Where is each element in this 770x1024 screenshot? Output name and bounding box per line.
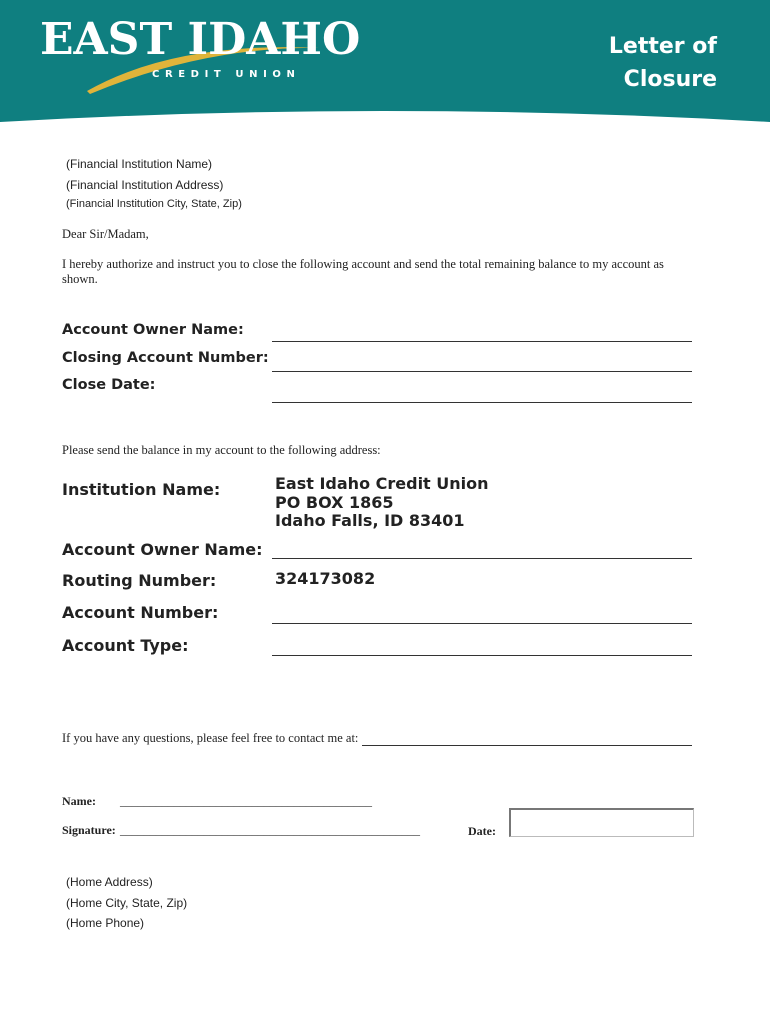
document-title (609, 30, 717, 96)
send-instruction: Please send the balance in my account to the following address: (62, 443, 381, 457)
home-address: (Home Address) (66, 875, 153, 889)
destination-owner-name-field[interactable] (272, 558, 692, 559)
routing-number-label: Routing Number: (62, 571, 217, 590)
recipient-city-state-zip: (Financial Institution City, State, Zip) (66, 198, 242, 210)
account-owner-name-label: Account Owner Name: (62, 322, 244, 338)
institution-name-value (275, 475, 489, 531)
routing-number-value: 324173082 (275, 569, 376, 588)
institution-line1: East Idaho Credit Union (275, 474, 489, 493)
signature-field[interactable]: __________________________________________________ (120, 823, 420, 837)
account-type-field[interactable] (272, 655, 692, 656)
closing-account-number-label: Closing Account Number: (62, 350, 269, 366)
date-label: Date: (468, 824, 496, 838)
recipient-address: (Financial Institution Address) (66, 178, 224, 192)
destination-owner-name-label: Account Owner Name: (62, 540, 263, 559)
account-number-label: Account Number: (62, 603, 219, 622)
home-phone: (Home Phone) (66, 916, 145, 930)
closing-account-number-field[interactable] (272, 371, 692, 372)
logo-subtitle: CREDIT UNION (152, 69, 301, 80)
date-input[interactable] (509, 808, 694, 837)
contact-field[interactable] (362, 745, 692, 746)
account-number-field[interactable] (272, 623, 692, 624)
close-date-field[interactable] (272, 402, 692, 403)
account-type-label: Account Type: (62, 636, 189, 655)
signature-label: Signature: (62, 823, 116, 837)
document-title-line1: Letter of (608, 34, 717, 59)
contact-text: If you have any questions, please feel free to contact me at: (62, 731, 359, 745)
logo-wordmark: EAST IDAHO (40, 14, 361, 65)
name-label: Name: (62, 794, 96, 808)
letter-body-line2: shown. (62, 272, 98, 286)
institution-line3: Idaho Falls, ID 83401 (275, 511, 465, 530)
header-banner (0, 0, 770, 125)
institution-name-label: Institution Name: (62, 480, 221, 499)
recipient-name: (Financial Institution Name) (66, 157, 213, 171)
letter-body-line1: I hereby authorize and instruct you to close the following account and send the total remaining balance to my account as (62, 257, 664, 271)
account-owner-name-field[interactable] (272, 341, 692, 342)
name-field[interactable]: __________________________________________ (120, 794, 372, 808)
document-title-line2: Closure (623, 67, 717, 92)
institution-line2: PO BOX 1865 (275, 492, 394, 512)
salutation: Dear Sir/Madam, (62, 227, 149, 241)
close-date-label: Close Date: (62, 377, 156, 393)
home-city-state-zip: (Home City, State, Zip) (66, 896, 188, 910)
